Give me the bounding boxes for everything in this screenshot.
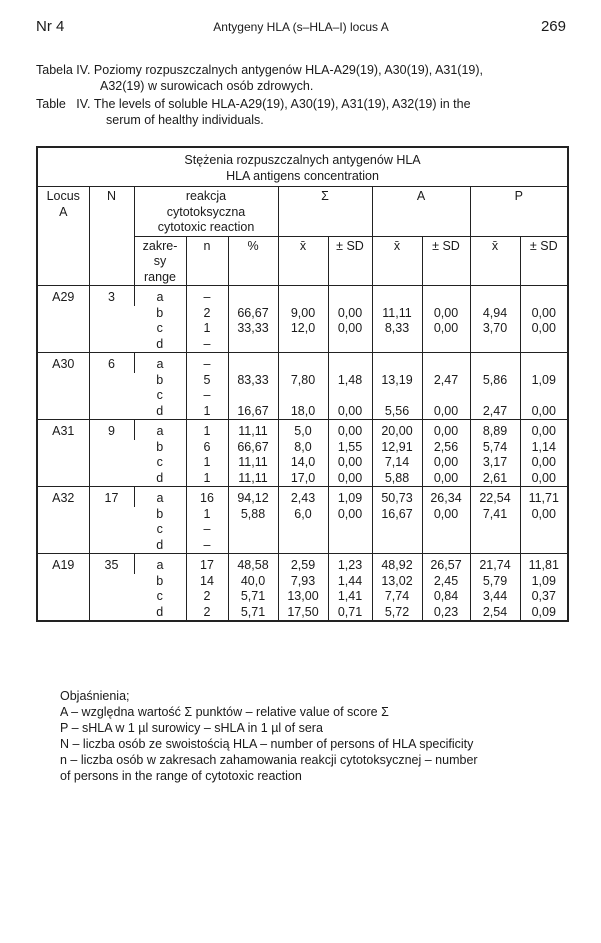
col-header-a: A [372, 187, 470, 237]
caption-text-en-1: The levels of soluble HLA-A29(19), A30(19), A31(19), A32(19) in the [93, 97, 471, 111]
col-header-p: P [470, 187, 568, 237]
cell-pct: 5,71 [228, 589, 278, 605]
cell-asd [422, 353, 470, 373]
cell-psd [520, 337, 568, 353]
cell-pct: 83,33 [228, 373, 278, 389]
cell-pct: 66,67 [228, 306, 278, 322]
cell-ssd: 0,71 [328, 605, 372, 622]
cell-sx: 7,80 [278, 373, 328, 389]
notes-title: Objaśnienia; [60, 689, 130, 703]
subheader-a-mean: x̄ [372, 236, 422, 286]
cell-locus: A31 [37, 420, 89, 487]
cell-px [470, 353, 520, 373]
cell-asd: 0,00 [422, 471, 470, 487]
cell-n: 2 [186, 589, 228, 605]
table-title [37, 147, 568, 187]
cell-range: b [156, 372, 164, 387]
note-n-lower-cont: of persons in the range of cytotoxic reaction [60, 769, 302, 783]
cell-range: d [156, 403, 164, 418]
caption-label-pl: Tabela IV. [36, 63, 94, 77]
subheader-p-mean: x̄ [470, 236, 520, 286]
cell-range: b [156, 506, 164, 521]
cell-sx: 17,50 [278, 605, 328, 622]
cell-px: 3,17 [470, 455, 520, 471]
cell-ax: 48,92 [372, 554, 422, 574]
cell-range: a [134, 554, 186, 574]
cell-pct: 94,12 [228, 487, 278, 507]
cell-sx: 18,0 [278, 404, 328, 420]
cell-asd: 0,00 [422, 404, 470, 420]
caption-label-en: Table IV. [36, 97, 94, 111]
cell-range: b [156, 573, 164, 588]
note-p: P – sHLA w 1 µl surowicy – sHLA in 1 µl of sera [60, 721, 323, 735]
cell-n: – [186, 353, 228, 373]
cell-range: c [156, 589, 163, 603]
cell-n: 16 [186, 487, 228, 507]
subheader-a-sd: ± SD [422, 236, 470, 286]
cell-px [470, 522, 520, 538]
cell-ssd: 0,00 [328, 420, 372, 440]
subheader-percent: % [228, 236, 278, 286]
cell-n: 6 [186, 440, 228, 456]
cell-psd: 0,00 [520, 471, 568, 487]
table-row [37, 487, 568, 507]
cell-ssd: 0,00 [328, 404, 372, 420]
cell-pct: 11,11 [228, 471, 278, 487]
cell-px: 4,94 [470, 306, 520, 322]
cell-sx: 13,00 [278, 589, 328, 605]
table-row [37, 554, 568, 574]
cell-range: d [156, 470, 164, 485]
cell-sx [278, 538, 328, 554]
cell-ax: 12,91 [372, 440, 422, 456]
subheader-n: n [186, 236, 228, 286]
cell-range: d [156, 604, 164, 619]
cell-asd: 0,84 [422, 589, 470, 605]
cell-range: b [156, 305, 164, 320]
cell-ax: 7,14 [372, 455, 422, 471]
table-row [37, 353, 568, 373]
cell-asd: 0,00 [422, 306, 470, 322]
cell-px: 5,86 [470, 373, 520, 389]
caption-text-pl-2: A32(19) w surowicach osób zdrowych. [100, 79, 314, 93]
cell-psd: 0,00 [520, 404, 568, 420]
cell-n-total: 3 [89, 286, 134, 353]
cell-pct: 5,71 [228, 605, 278, 622]
cell-asd: 0,23 [422, 605, 470, 622]
cell-psd [520, 522, 568, 538]
cell-psd: 11,81 [520, 554, 568, 574]
cell-asd: 0,00 [422, 507, 470, 523]
cell-n: – [186, 388, 228, 404]
cell-ssd: 1,23 [328, 554, 372, 574]
cell-px: 5,74 [470, 440, 520, 456]
cell-psd: 0,37 [520, 589, 568, 605]
cell-psd [520, 286, 568, 306]
cell-range: c [156, 522, 163, 536]
cell-n: – [186, 538, 228, 554]
cell-asd [422, 337, 470, 353]
cell-ssd: 0,00 [328, 507, 372, 523]
cell-pct: 48,58 [228, 554, 278, 574]
note-n-lower: n – liczba osób w zakresach zahamowania reakcji cytotoksycznej – number [60, 753, 478, 767]
cell-psd: 0,00 [520, 455, 568, 471]
subheader-p-sd: ± SD [520, 236, 568, 286]
cell-range: c [156, 388, 163, 402]
cell-ax: 7,74 [372, 589, 422, 605]
cell-range: a [134, 487, 186, 507]
cell-n-total: 35 [89, 554, 134, 622]
cell-sx [278, 286, 328, 306]
cell-n: – [186, 286, 228, 306]
cell-psd [520, 353, 568, 373]
cell-px [470, 337, 520, 353]
caption-text-pl-1: Poziomy rozpuszczalnych antygenów HLA-A29(19), A30(19), A31(19), [93, 63, 484, 77]
cell-psd: 1,09 [520, 373, 568, 389]
cell-sx [278, 353, 328, 373]
cell-ax: 5,88 [372, 471, 422, 487]
cell-range: a [134, 420, 186, 440]
cell-ssd [328, 286, 372, 306]
cell-sx: 8,0 [278, 440, 328, 456]
cell-n: – [186, 337, 228, 353]
cell-ssd [328, 388, 372, 404]
cell-pct: 66,67 [228, 440, 278, 456]
cell-range: d [156, 336, 164, 351]
cell-px [470, 388, 520, 404]
cell-sx: 2,59 [278, 554, 328, 574]
cell-asd [422, 538, 470, 554]
cell-px: 22,54 [470, 487, 520, 507]
cell-range: c [156, 455, 163, 469]
table-caption-english [36, 96, 576, 128]
cell-asd: 0,00 [422, 321, 470, 337]
cell-ax: 13,02 [372, 574, 422, 590]
cell-range: c [156, 321, 163, 335]
cell-ax [372, 388, 422, 404]
cell-sx [278, 388, 328, 404]
cell-ssd: 1,44 [328, 574, 372, 590]
cell-range: d [156, 537, 164, 552]
cell-pct: 40,0 [228, 574, 278, 590]
cell-n: 1 [186, 404, 228, 420]
cell-px [470, 538, 520, 554]
cell-sx: 2,43 [278, 487, 328, 507]
cell-psd: 0,00 [520, 306, 568, 322]
cell-range: a [134, 286, 186, 306]
cell-ssd [328, 337, 372, 353]
subheader-range: zakre- sy range [134, 236, 186, 286]
cell-pct: 16,67 [228, 404, 278, 420]
cell-range: a [134, 353, 186, 373]
cell-ax [372, 286, 422, 306]
subheader-sigma-mean: x̄ [278, 236, 328, 286]
cell-n-total: 9 [89, 420, 134, 487]
cell-locus: A30 [37, 353, 89, 420]
cell-ax [372, 353, 422, 373]
cell-n-total: 6 [89, 353, 134, 420]
cell-n: 1 [186, 321, 228, 337]
table-title-pl: Stężenia rozpuszczalnych antygenów HLA [184, 153, 421, 167]
page-number: 269 [540, 18, 566, 35]
cell-px: 7,41 [470, 507, 520, 523]
cell-psd [520, 388, 568, 404]
cell-asd: 0,00 [422, 455, 470, 471]
cell-ssd [328, 538, 372, 554]
cell-psd: 0,00 [520, 321, 568, 337]
cell-sx: 17,0 [278, 471, 328, 487]
cell-psd: 11,71 [520, 487, 568, 507]
cell-px: 2,47 [470, 404, 520, 420]
cell-psd: 1,14 [520, 440, 568, 456]
cell-locus: A19 [37, 554, 89, 622]
cell-n: 1 [186, 471, 228, 487]
cell-ax [372, 522, 422, 538]
cell-ax: 13,19 [372, 373, 422, 389]
cell-sx: 7,93 [278, 574, 328, 590]
cell-asd: 2,56 [422, 440, 470, 456]
cell-ssd: 1,48 [328, 373, 372, 389]
col-header-sigma: Σ [278, 187, 372, 237]
cell-psd: 0,00 [520, 420, 568, 440]
cell-n: – [186, 522, 228, 538]
cell-px: 2,61 [470, 471, 520, 487]
explanations [60, 688, 580, 784]
cell-pct: 11,11 [228, 420, 278, 440]
cell-pct [228, 522, 278, 538]
cell-n: 2 [186, 605, 228, 622]
cell-n: 14 [186, 574, 228, 590]
cell-ssd [328, 522, 372, 538]
cell-psd: 0,09 [520, 605, 568, 622]
col-header-n: N [89, 187, 134, 286]
cell-ssd: 0,00 [328, 306, 372, 322]
cell-ssd: 0,00 [328, 471, 372, 487]
cell-px: 2,54 [470, 605, 520, 622]
cell-locus: A32 [37, 487, 89, 554]
cell-ssd: 0,00 [328, 321, 372, 337]
cell-sx: 12,0 [278, 321, 328, 337]
cell-asd: 2,45 [422, 574, 470, 590]
cell-asd: 26,34 [422, 487, 470, 507]
cell-ax: 16,67 [372, 507, 422, 523]
hla-levels-table [36, 146, 569, 622]
cell-px: 3,70 [470, 321, 520, 337]
table-row [37, 286, 568, 306]
cell-pct [228, 337, 278, 353]
cell-ax [372, 538, 422, 554]
col-header-locus: Locus A [37, 187, 89, 286]
note-a: A – względna wartość Σ punktów – relative value of score Σ [60, 705, 389, 719]
cell-sx: 5,0 [278, 420, 328, 440]
cell-n: 2 [186, 306, 228, 322]
cell-pct: 33,33 [228, 321, 278, 337]
cell-psd [520, 538, 568, 554]
cell-n: 1 [186, 507, 228, 523]
cell-n-total: 17 [89, 487, 134, 554]
cell-n: 5 [186, 373, 228, 389]
cell-sx: 6,0 [278, 507, 328, 523]
cell-ax: 5,56 [372, 404, 422, 420]
table-row [37, 420, 568, 440]
cell-locus: A29 [37, 286, 89, 353]
cell-n: 17 [186, 554, 228, 574]
page-header [36, 18, 566, 40]
cell-sx [278, 522, 328, 538]
table-title-en: HLA antigens concentration [226, 169, 379, 183]
cell-sx: 9,00 [278, 306, 328, 322]
cell-n: 1 [186, 455, 228, 471]
cell-ax: 8,33 [372, 321, 422, 337]
cell-range: b [156, 439, 164, 454]
cell-pct: 5,88 [228, 507, 278, 523]
cell-pct [228, 388, 278, 404]
table-caption-polish [36, 62, 576, 94]
cell-ssd: 0,00 [328, 455, 372, 471]
cell-px: 21,74 [470, 554, 520, 574]
cell-asd: 0,00 [422, 420, 470, 440]
cell-ax: 50,73 [372, 487, 422, 507]
cell-pct [228, 353, 278, 373]
cell-psd: 0,00 [520, 507, 568, 523]
cell-sx: 14,0 [278, 455, 328, 471]
caption-text-en-2: serum of healthy individuals. [106, 113, 264, 127]
cell-px: 5,79 [470, 574, 520, 590]
cell-ssd: 1,55 [328, 440, 372, 456]
cell-asd [422, 388, 470, 404]
cell-asd [422, 286, 470, 306]
cell-ax: 11,11 [372, 306, 422, 322]
cell-px: 3,44 [470, 589, 520, 605]
cell-pct [228, 538, 278, 554]
cell-ssd: 1,09 [328, 487, 372, 507]
cell-psd: 1,09 [520, 574, 568, 590]
cell-ax [372, 337, 422, 353]
col-header-reaction: reakcja cytotoksyczna cytotoxic reaction [134, 187, 278, 237]
cell-asd: 26,57 [422, 554, 470, 574]
cell-sx [278, 337, 328, 353]
cell-n: 1 [186, 420, 228, 440]
cell-ax: 5,72 [372, 605, 422, 622]
cell-asd: 2,47 [422, 373, 470, 389]
issue-number: Nr 4 [36, 18, 65, 35]
cell-ssd: 1,41 [328, 589, 372, 605]
cell-pct: 11,11 [228, 455, 278, 471]
note-n-upper: N – liczba osób ze swoistością HLA – number of persons of HLA specificity [60, 737, 474, 751]
subheader-sigma-sd: ± SD [328, 236, 372, 286]
cell-px [470, 286, 520, 306]
cell-pct [228, 286, 278, 306]
cell-ssd [328, 353, 372, 373]
cell-px: 8,89 [470, 420, 520, 440]
cell-asd [422, 522, 470, 538]
running-title: Antygeny HLA (s–HLA–I) locus A [213, 20, 389, 34]
cell-ax: 20,00 [372, 420, 422, 440]
